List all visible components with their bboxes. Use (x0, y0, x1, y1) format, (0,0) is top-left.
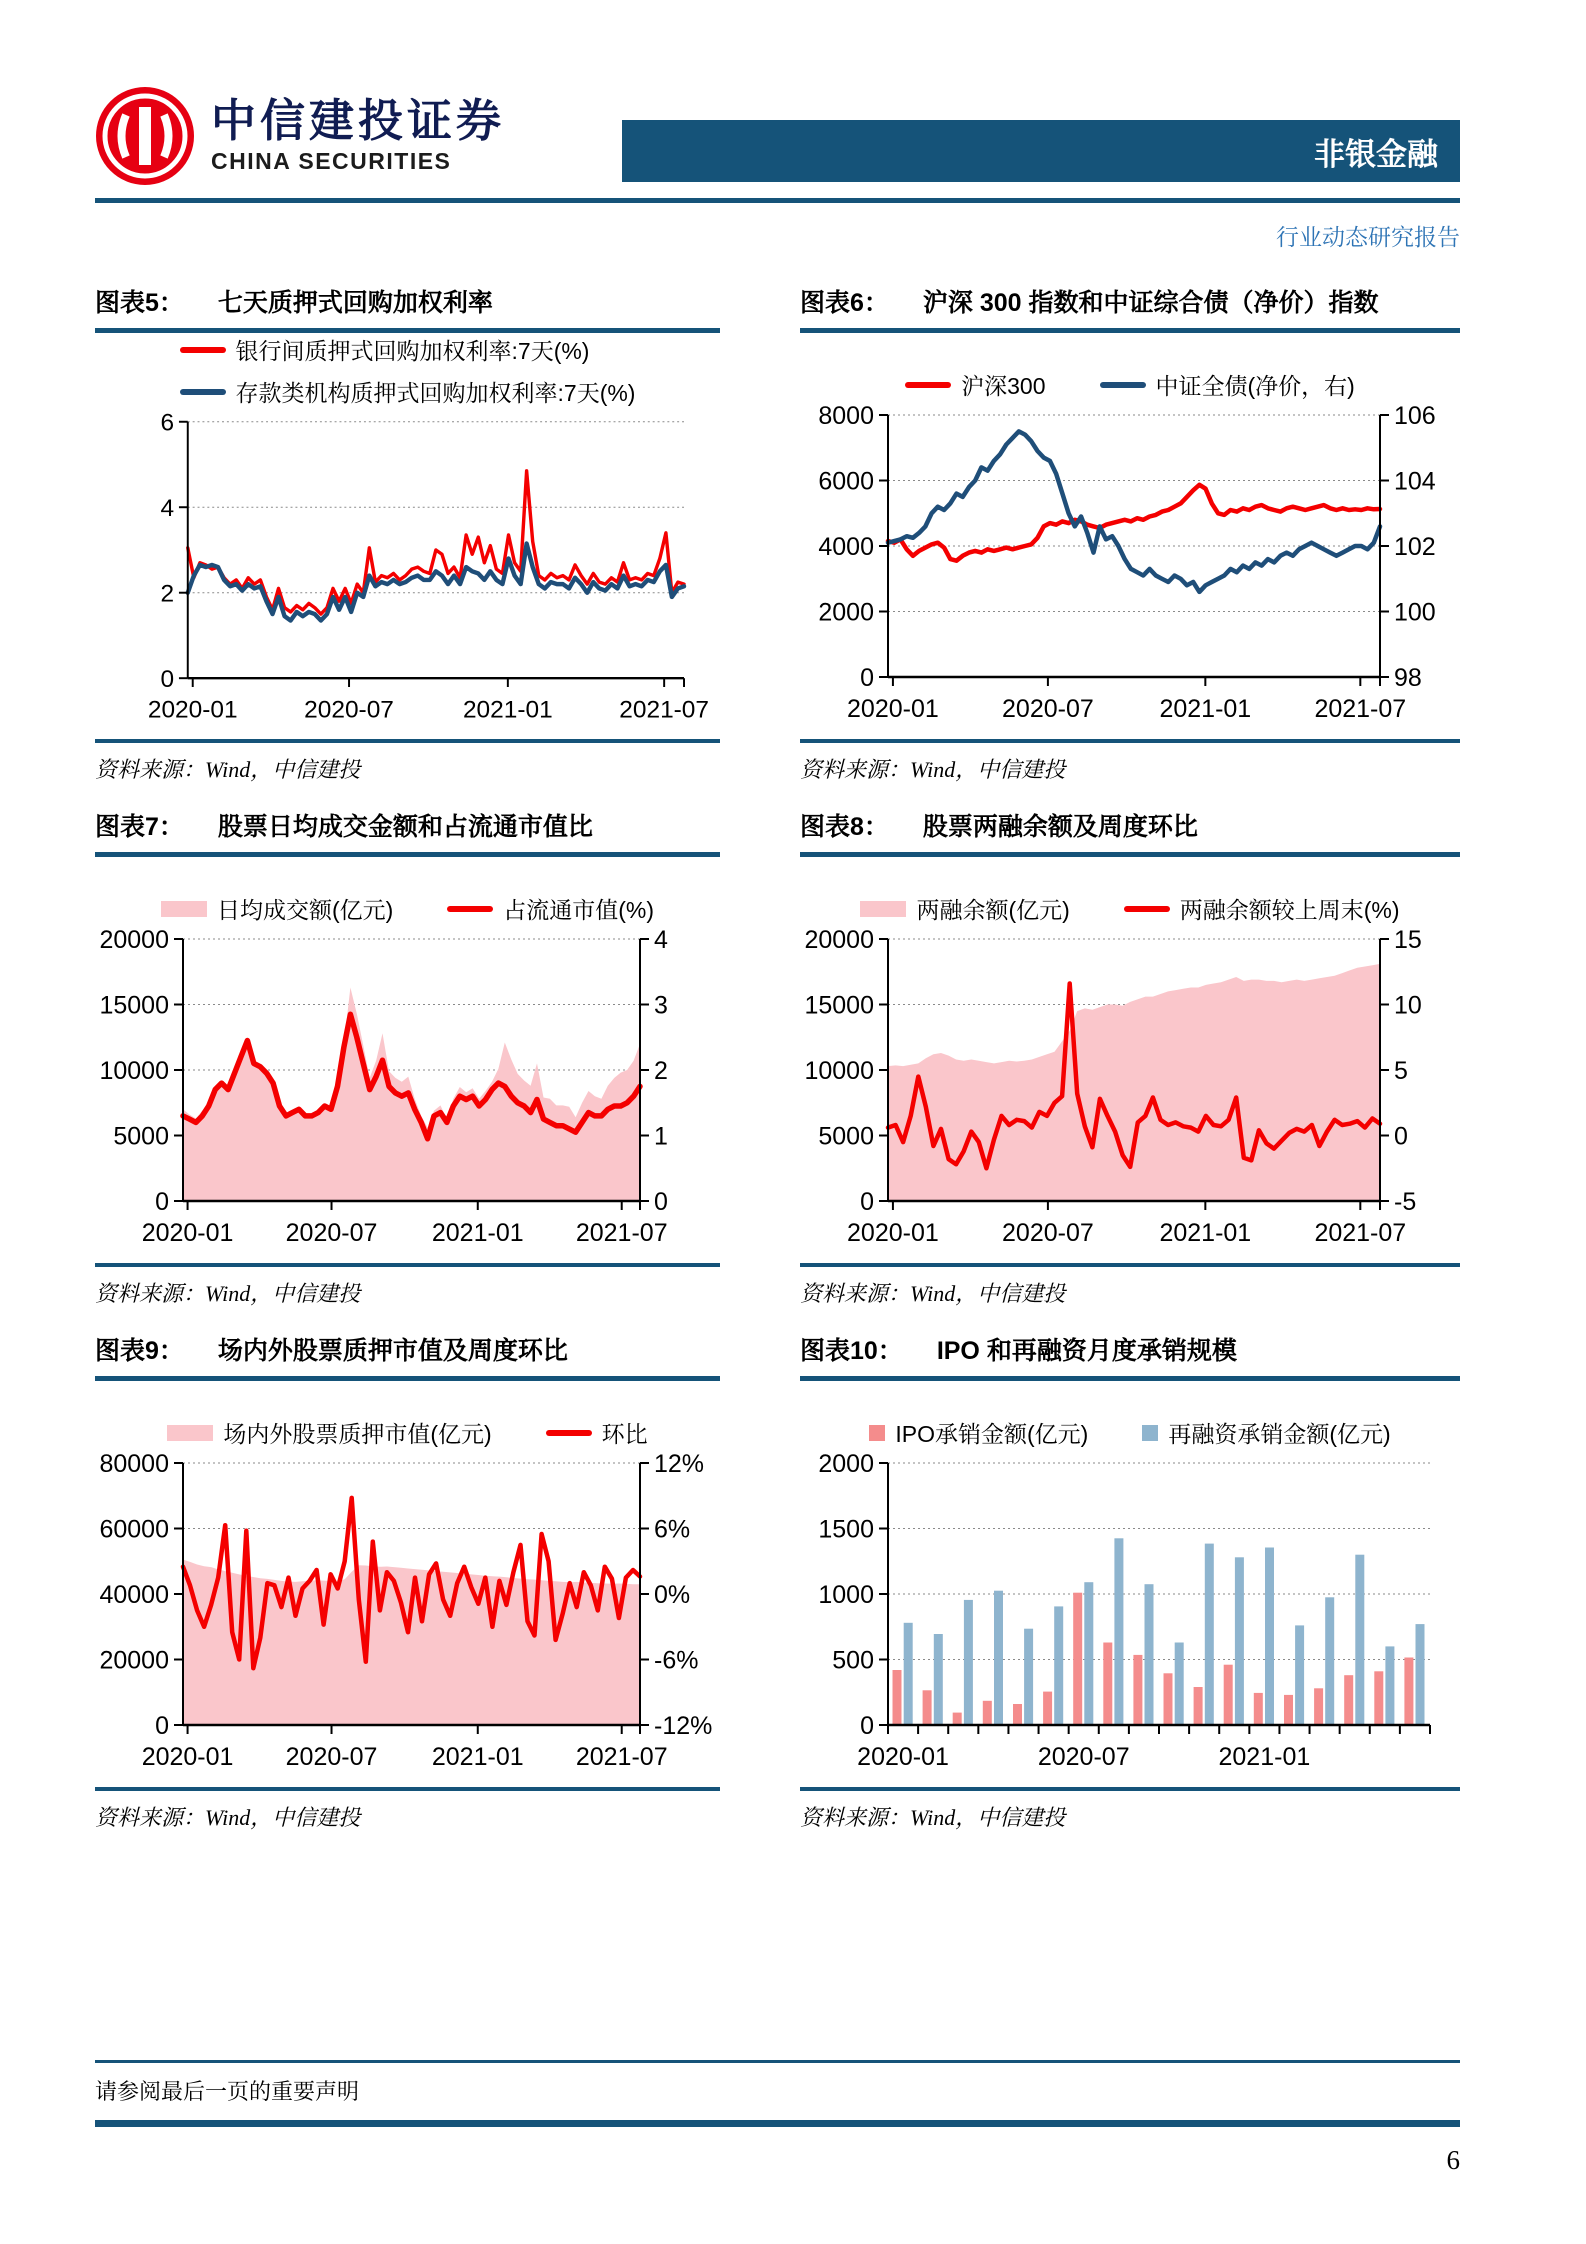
svg-text:20000: 20000 (99, 1646, 169, 1675)
chart-area (95, 1381, 720, 1781)
line-swatch-icon (1124, 906, 1170, 912)
legend-label: 两融余额较上周末(%) (1179, 897, 1400, 923)
chart-legend (800, 368, 1460, 401)
line-swatch-icon (180, 347, 226, 353)
figure-label: 图表10： (800, 1337, 903, 1365)
legend-item (167, 1416, 491, 1449)
legend-item (447, 892, 654, 925)
svg-text:2020-07: 2020-07 (1002, 1219, 1094, 1247)
svg-text:12%: 12% (654, 1451, 705, 1478)
source-note: 资料来源：Wind，中信建投 (800, 739, 1460, 784)
svg-text:106: 106 (1394, 403, 1436, 430)
source-note: 资料来源：Wind，中信建投 (800, 1263, 1460, 1308)
source-note: 资料来源：Wind，中信建投 (800, 1787, 1460, 1832)
svg-text:2020-01: 2020-01 (847, 695, 939, 723)
legend-item (1100, 368, 1355, 401)
svg-text:2021-07: 2021-07 (1314, 1219, 1407, 1247)
chart-canvas (800, 927, 1460, 1257)
disclaimer-text: 请参阅最后一页的重要声明 (95, 2060, 1460, 2127)
legend-item (1124, 892, 1400, 925)
chart-legend (800, 892, 1460, 925)
svg-text:15: 15 (1394, 927, 1422, 954)
chart-canvas (800, 403, 1460, 733)
legend-label: 中证全债(净价，右) (1155, 373, 1355, 399)
svg-text:2020-01: 2020-01 (147, 696, 238, 724)
area-swatch-icon (167, 1425, 213, 1441)
legend-item (546, 1416, 648, 1449)
figure-block-8 (800, 812, 1460, 1308)
figure-block-7 (95, 812, 720, 1308)
source-note: 资料来源：Wind，中信建投 (95, 1787, 720, 1832)
svg-text:2021-01: 2021-01 (1218, 1743, 1311, 1771)
svg-text:1500: 1500 (818, 1515, 874, 1544)
legend-label: 场内外股票质押市值(亿元) (223, 1421, 492, 1447)
svg-text:8000: 8000 (818, 403, 874, 430)
svg-text:5000: 5000 (818, 1122, 874, 1151)
svg-text:4: 4 (160, 495, 175, 523)
chart-legend (95, 892, 720, 925)
citic-logo-icon (95, 86, 195, 186)
figure-block-10 (800, 1336, 1460, 1832)
figure-label: 图表8： (800, 813, 889, 841)
figure-name: IPO 和再融资月度承销规模 (936, 1337, 1237, 1365)
svg-text:2020-01: 2020-01 (857, 1743, 949, 1771)
svg-text:60000: 60000 (99, 1515, 169, 1544)
svg-text:2020-01: 2020-01 (141, 1743, 234, 1771)
svg-text:-6%: -6% (654, 1646, 699, 1675)
svg-text:0: 0 (654, 1188, 668, 1216)
report-type-label: 行业动态研究报告 (1276, 224, 1460, 250)
svg-text:2021-07: 2021-07 (619, 696, 710, 724)
figure-label: 图表6： (800, 289, 889, 317)
svg-text:2021-07: 2021-07 (575, 1743, 668, 1771)
line-swatch-icon (905, 382, 951, 388)
chart-area (800, 333, 1460, 733)
figure-title (800, 812, 1460, 857)
svg-text:2021-07: 2021-07 (1314, 695, 1407, 723)
area-swatch-icon (860, 901, 906, 917)
legend-label: 存款类机构质押式回购加权利率:7天(%) (235, 380, 636, 406)
legend-item (905, 368, 1045, 401)
report-header (95, 86, 1460, 252)
chart-area (95, 333, 720, 733)
figure-name: 场内外股票质押市值及周度环比 (217, 1337, 568, 1365)
svg-text:5: 5 (1394, 1057, 1408, 1085)
svg-text:40000: 40000 (99, 1581, 169, 1609)
figure-title (800, 1336, 1460, 1381)
line-swatch-icon (447, 906, 493, 912)
bar-swatch-icon (869, 1425, 885, 1441)
chart-canvas (95, 1451, 720, 1781)
figure-title (800, 288, 1460, 333)
svg-text:0: 0 (160, 665, 175, 693)
company-name-en: CHINA SECURITIES (211, 147, 452, 174)
legend-item (1142, 1416, 1390, 1449)
chart-canvas (800, 1451, 1460, 1781)
svg-text:500: 500 (832, 1646, 874, 1675)
svg-text:-5: -5 (1394, 1188, 1417, 1216)
chart-canvas (95, 410, 720, 733)
figure-name: 股票日均成交金额和占流通市值比 (217, 813, 593, 841)
figure-block-6 (800, 288, 1460, 784)
sector-badge: 非银金融 (622, 120, 1460, 182)
legend-label: 再融资承销金额(亿元) (1168, 1421, 1391, 1447)
svg-text:20000: 20000 (804, 927, 874, 954)
svg-text:2020-01: 2020-01 (847, 1219, 939, 1247)
svg-text:98: 98 (1394, 664, 1422, 692)
svg-text:3: 3 (654, 991, 668, 1020)
svg-text:100: 100 (1394, 598, 1436, 627)
legend-item (180, 333, 590, 366)
svg-text:2021-01: 2021-01 (1159, 695, 1252, 723)
header-divider (95, 198, 1460, 203)
svg-text:2020-07: 2020-07 (285, 1743, 378, 1771)
legend-item (860, 892, 1069, 925)
svg-text:0: 0 (155, 1712, 169, 1740)
svg-text:2000: 2000 (818, 1451, 874, 1478)
svg-text:2: 2 (160, 580, 175, 608)
svg-text:104: 104 (1394, 467, 1436, 496)
svg-text:15000: 15000 (804, 991, 874, 1020)
line-swatch-icon (546, 1430, 592, 1436)
legend-label: 两融余额(亿元) (916, 897, 1070, 923)
svg-text:10000: 10000 (99, 1057, 169, 1085)
legend-item (869, 1416, 1088, 1449)
chart-legend (800, 1416, 1460, 1449)
svg-text:6%: 6% (654, 1515, 691, 1544)
svg-text:0: 0 (1394, 1122, 1408, 1151)
chart-legend (180, 333, 636, 408)
bar-swatch-icon (1142, 1425, 1158, 1441)
line-swatch-icon (180, 389, 226, 395)
figure-block-9 (95, 1336, 720, 1832)
legend-label: 环比 (601, 1421, 648, 1447)
figure-name: 股票两融余额及周度环比 (922, 813, 1198, 841)
svg-text:2020-07: 2020-07 (285, 1219, 378, 1247)
svg-text:4: 4 (654, 927, 668, 954)
svg-text:2021-01: 2021-01 (1159, 1219, 1252, 1247)
page-number: 6 (1446, 2145, 1460, 2175)
svg-text:2020-01: 2020-01 (141, 1219, 234, 1247)
svg-text:2020-07: 2020-07 (1002, 695, 1094, 723)
svg-text:2021-01: 2021-01 (431, 1743, 524, 1771)
svg-text:2020-07: 2020-07 (1037, 1743, 1130, 1771)
svg-text:5000: 5000 (113, 1122, 169, 1151)
svg-text:10: 10 (1394, 991, 1422, 1020)
svg-text:2: 2 (654, 1057, 668, 1085)
line-swatch-icon (1100, 382, 1146, 388)
figures-grid (95, 288, 1460, 1832)
legend-label: 日均成交额(亿元) (216, 897, 394, 923)
svg-text:2020-07: 2020-07 (304, 696, 394, 724)
legend-item (180, 375, 636, 408)
svg-text:1000: 1000 (818, 1581, 874, 1609)
figure-title (95, 812, 720, 857)
company-name: 中信建投证券 (211, 95, 506, 147)
figure-title (95, 288, 720, 333)
figure-label: 图表7： (95, 813, 184, 841)
svg-text:-12%: -12% (654, 1712, 713, 1740)
chart-canvas (95, 927, 720, 1257)
svg-text:0: 0 (860, 664, 874, 692)
svg-text:4000: 4000 (818, 533, 874, 561)
chart-area (800, 857, 1460, 1257)
page-footer (95, 2060, 1460, 2176)
svg-text:10000: 10000 (804, 1057, 874, 1085)
svg-text:0: 0 (860, 1712, 874, 1740)
svg-text:6: 6 (160, 410, 175, 437)
area-swatch-icon (161, 901, 207, 917)
figure-label: 图表9： (95, 1337, 184, 1365)
chart-area (800, 1381, 1460, 1781)
svg-text:2021-07: 2021-07 (575, 1219, 668, 1247)
svg-text:2021-01: 2021-01 (431, 1219, 524, 1247)
legend-label: IPO承销金额(亿元) (895, 1421, 1089, 1447)
figure-name: 沪深 300 指数和中证综合债（净价）指数 (922, 289, 1379, 317)
chart-legend (95, 1416, 720, 1449)
legend-item (161, 892, 393, 925)
legend-label: 银行间质押式回购加权利率:7天(%) (235, 338, 590, 364)
svg-text:1: 1 (654, 1122, 668, 1151)
svg-text:15000: 15000 (99, 991, 169, 1020)
chart-area (95, 857, 720, 1257)
legend-label: 沪深300 (961, 373, 1046, 399)
figure-title (95, 1336, 720, 1381)
svg-text:20000: 20000 (99, 927, 169, 954)
svg-text:0%: 0% (654, 1581, 691, 1609)
svg-text:2021-01: 2021-01 (462, 696, 553, 724)
svg-text:0: 0 (860, 1188, 874, 1216)
figure-block-5 (95, 288, 720, 784)
legend-label: 占流通市值(%) (503, 897, 655, 923)
svg-text:6000: 6000 (818, 467, 874, 496)
company-logo (95, 86, 505, 186)
svg-text:80000: 80000 (99, 1451, 169, 1478)
svg-text:2000: 2000 (818, 598, 874, 627)
source-note: 资料来源：Wind，中信建投 (95, 1263, 720, 1308)
figure-label: 图表5： (95, 289, 184, 317)
svg-text:0: 0 (155, 1188, 169, 1216)
figure-name: 七天质押式回购加权利率 (217, 289, 493, 317)
svg-text:102: 102 (1394, 533, 1436, 561)
source-note: 资料来源：Wind，中信建投 (95, 739, 720, 784)
